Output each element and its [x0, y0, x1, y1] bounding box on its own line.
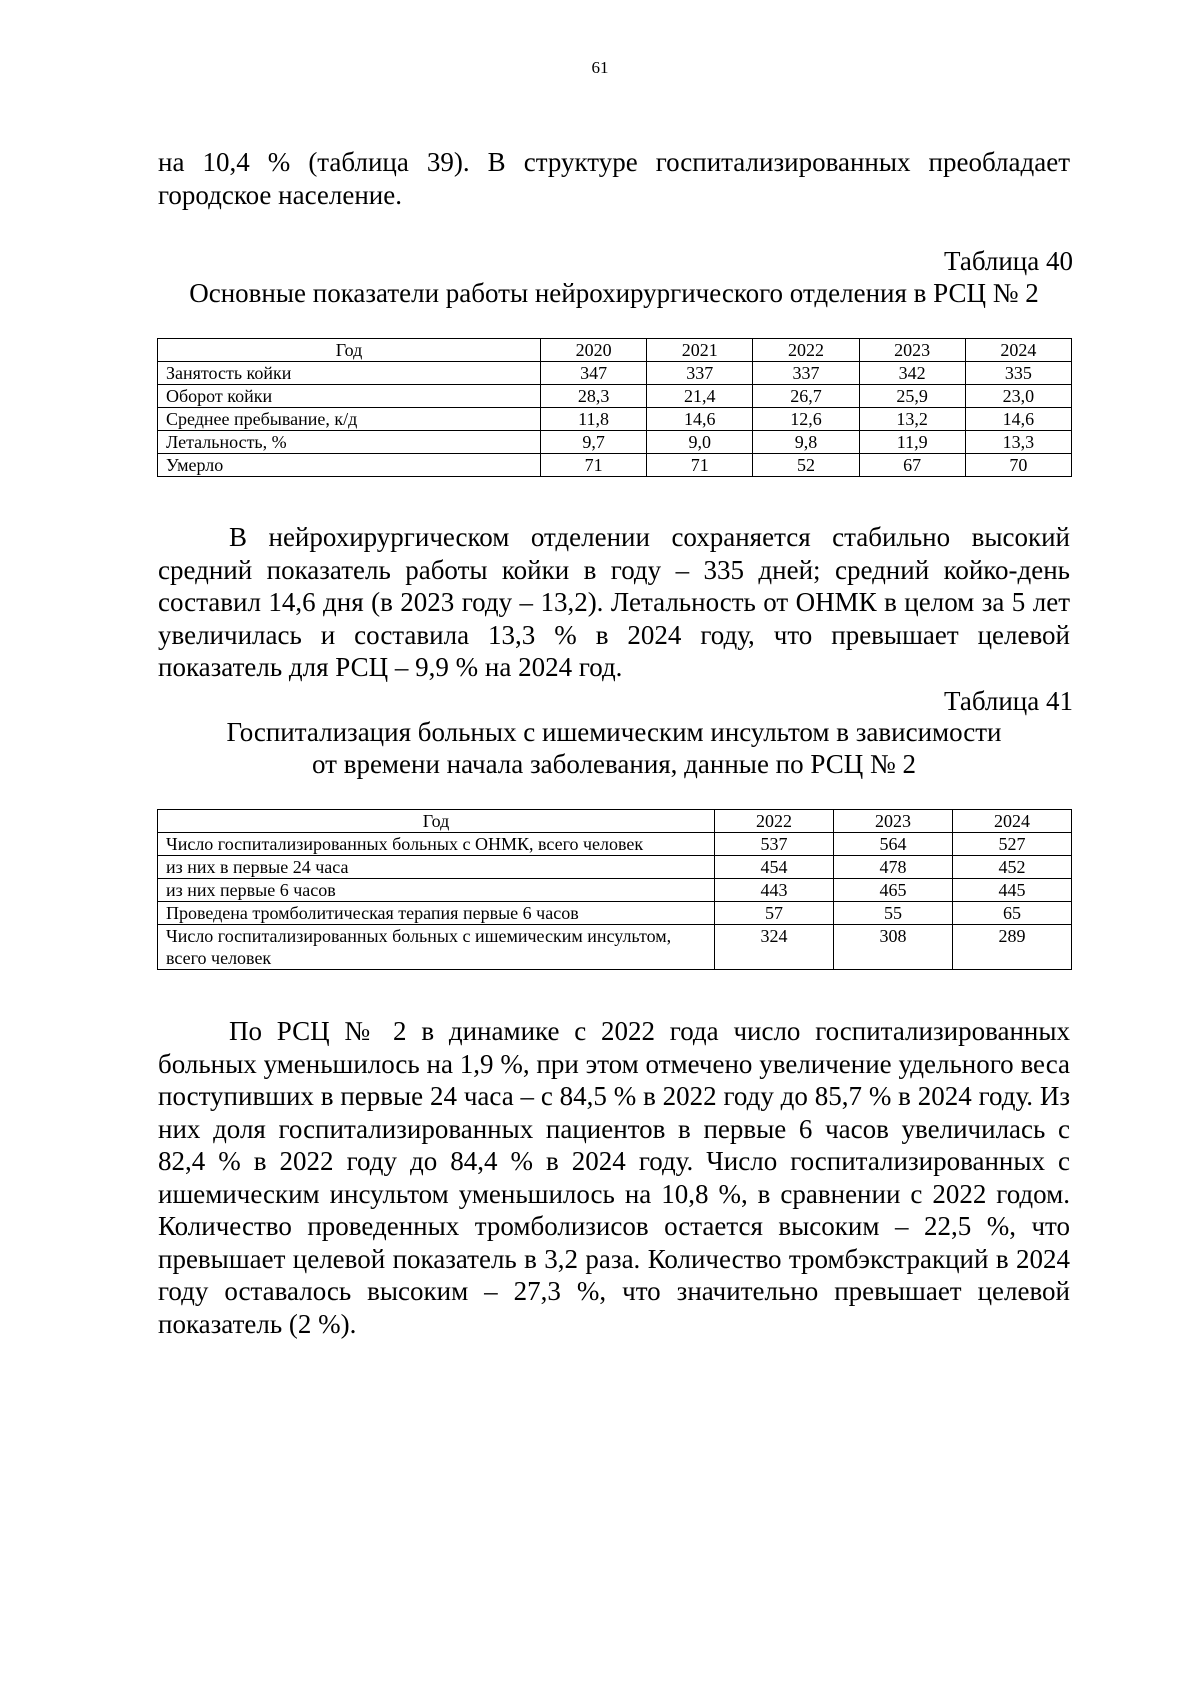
cell: 452 [953, 856, 1072, 879]
cell: 335 [965, 362, 1071, 385]
cell: 55 [834, 902, 953, 925]
table-row [158, 408, 1072, 431]
cell: 25,9 [859, 385, 965, 408]
row-label: Число госпитализированных больных с ишемическим инсультом, всего человек [158, 925, 715, 970]
table-row [158, 902, 1072, 925]
table40-label: Таблица 40 [944, 246, 1073, 276]
cell: 14,6 [647, 408, 753, 431]
header-year: 2020 [541, 339, 647, 362]
table-row [158, 431, 1072, 454]
cell: 12,6 [753, 408, 859, 431]
cell: 21,4 [647, 385, 753, 408]
cell: 13,3 [965, 431, 1071, 454]
row-label: из них в первые 24 часа [158, 856, 715, 879]
row-label: Число госпитализированных больных с ОНМК, всего человек [158, 833, 715, 856]
header-year: 2022 [753, 339, 859, 362]
cell: 454 [715, 856, 834, 879]
cell: 9,8 [753, 431, 859, 454]
cell: 65 [953, 902, 1072, 925]
cell: 52 [753, 454, 859, 477]
table41-title-line1: Госпитализация больных с ишемическим инсультом в зависимости [226, 717, 1002, 747]
cell: 9,0 [647, 431, 753, 454]
cell: 564 [834, 833, 953, 856]
cell: 537 [715, 833, 834, 856]
table41-label: Таблица 41 [944, 686, 1073, 716]
cell: 13,2 [859, 408, 965, 431]
table-row [158, 856, 1072, 879]
cell: 67 [859, 454, 965, 477]
table-row [158, 833, 1072, 856]
row-label: Среднее пребывание, к/д [158, 408, 541, 431]
row-label: Оборот койки [158, 385, 541, 408]
cell: 347 [541, 362, 647, 385]
cell: 57 [715, 902, 834, 925]
cell: 478 [834, 856, 953, 879]
header-year: 2024 [953, 810, 1072, 833]
cell: 11,9 [859, 431, 965, 454]
cell: 465 [834, 879, 953, 902]
paragraph-2: В нейрохирургическом отделении сохраняется стабильно высокий средний показатель работы койки в году – 335 дней; средний койко-день составил 14,6 дня (в 2023 году – 13,2). Летальность от ОНМК в целом за 5 лет увеличилась и составила 13,3 % в 2024 году, что превышает целевой показатель для РСЦ – 9,9 % на 2024 год. [158, 522, 1070, 682]
table-row [158, 925, 1072, 970]
header-label: Год [158, 810, 715, 833]
table-row [158, 454, 1072, 477]
table40-title: Основные показатели работы нейрохирургического отделения в РСЦ № 2 [189, 278, 1039, 308]
row-label: Летальность, % [158, 431, 541, 454]
cell: 70 [965, 454, 1071, 477]
paragraph-3: По РСЦ № 2 в динамике с 2022 года число госпитализированных больных уменьшилось на 1,9 %, при этом отмечено увеличение удельного веса поступивших в первые 24 часа – с 84,5 % в 2022 году до 85,7 % в 2024 году. Из них доля госпитализированных пациентов в первые 6 часов увеличилась с 82,4 % в 2022 году до 84,4 % в 2024 году. Число госпитализированных с ишемическим инсультом уменьшилось на 10,8 %, в сравнении с 2022 годом. Количество проведенных тромболизисов остается высоким – 22,5 %, что превышает целевой показатель в 3,2 раза. Количество тромбэкстракций в 2024 году оставалось высоким – 27,3 %, что значительно превышает целевой показатель (2 %). [158, 1016, 1070, 1339]
cell: 289 [953, 925, 1072, 970]
table-row [158, 879, 1072, 902]
table-row [158, 362, 1072, 385]
table-header-row [158, 339, 1072, 362]
header-label: Год [158, 339, 541, 362]
cell: 337 [647, 362, 753, 385]
row-label: из них первые 6 часов [158, 879, 715, 902]
table41-title-line2: от времени начала заболевания, данные по РСЦ № 2 [312, 749, 916, 779]
table-row [158, 385, 1072, 408]
cell: 26,7 [753, 385, 859, 408]
cell: 308 [834, 925, 953, 970]
header-year: 2024 [965, 339, 1071, 362]
header-year: 2023 [859, 339, 965, 362]
cell: 337 [753, 362, 859, 385]
row-label: Умерло [158, 454, 541, 477]
table40 [157, 338, 1072, 477]
cell: 9,7 [541, 431, 647, 454]
cell: 71 [647, 454, 753, 477]
cell: 23,0 [965, 385, 1071, 408]
cell: 445 [953, 879, 1072, 902]
cell: 324 [715, 925, 834, 970]
cell: 443 [715, 879, 834, 902]
page-number: 61 [591, 58, 609, 77]
row-label: Проведена тромболитическая терапия первые 6 часов [158, 902, 715, 925]
table41 [157, 809, 1072, 970]
header-year: 2023 [834, 810, 953, 833]
cell: 28,3 [541, 385, 647, 408]
cell: 14,6 [965, 408, 1071, 431]
intro-paragraph: на 10,4 % (таблица 39). В структуре госпитализированных преобладает городское население. [158, 147, 1070, 210]
row-label: Занятость койки [158, 362, 541, 385]
cell: 11,8 [541, 408, 647, 431]
cell: 71 [541, 454, 647, 477]
cell: 342 [859, 362, 965, 385]
cell: 527 [953, 833, 1072, 856]
table-header-row [158, 810, 1072, 833]
header-year: 2021 [647, 339, 753, 362]
header-year: 2022 [715, 810, 834, 833]
